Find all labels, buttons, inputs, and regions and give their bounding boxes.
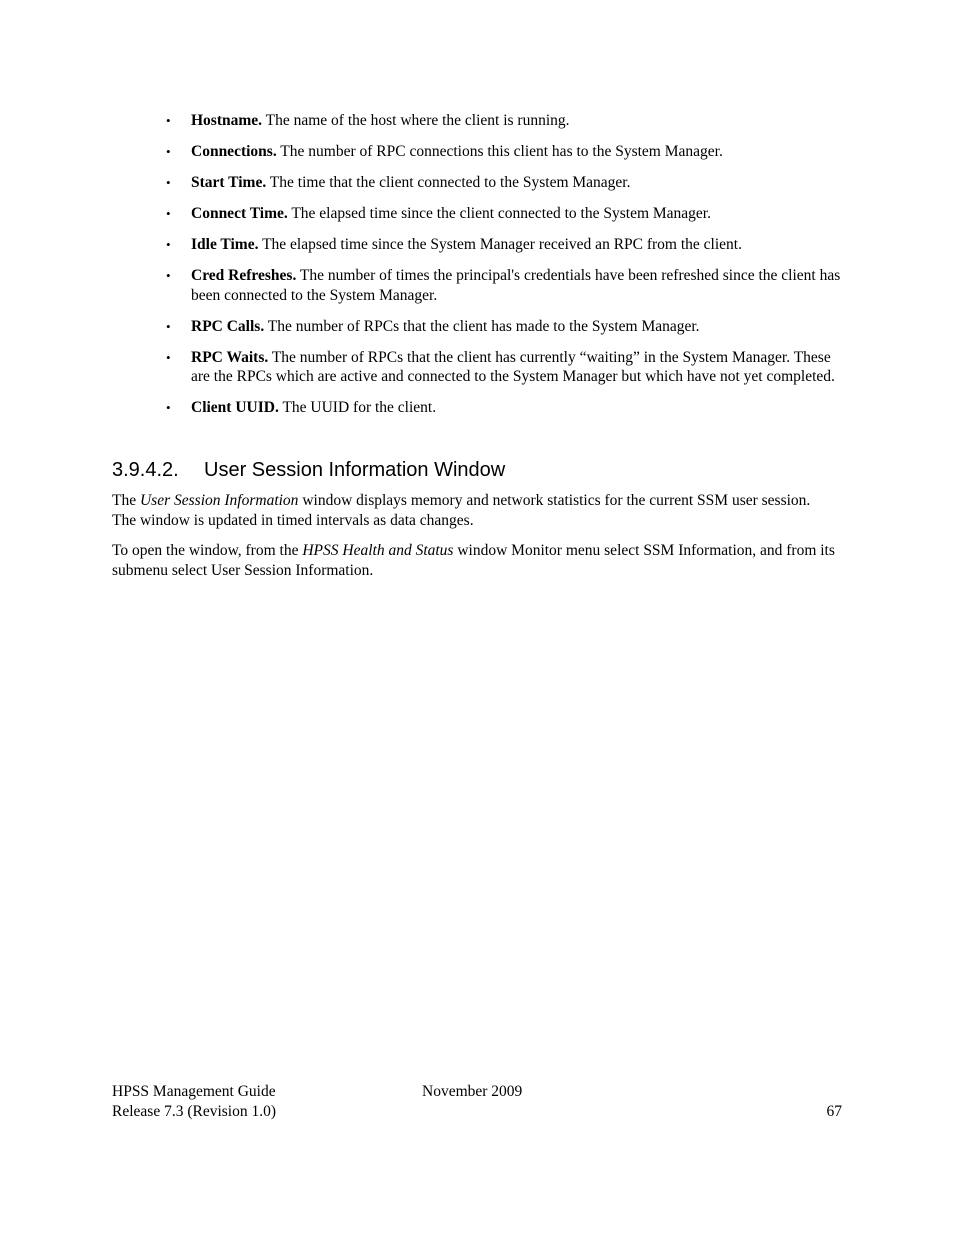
bullet-icon: •: [166, 113, 171, 128]
description: The elapsed time since the client connected to the System Manager.: [287, 205, 711, 222]
bullet-icon: •: [166, 144, 171, 159]
text-run: window Monitor menu select SSM Information, and from its submenu select User Session Information.: [112, 542, 835, 579]
list-item: [166, 348, 846, 387]
text-run: The: [112, 492, 140, 509]
term: Connections.: [191, 143, 277, 160]
description: The UUID for the client.: [278, 399, 437, 416]
description: The time that the client connected to the System Manager.: [266, 174, 631, 191]
field-description-list: [166, 111, 846, 429]
description: The number of times the principal's credentials have been refreshed since the client has been connected to the System Manager.: [191, 267, 841, 304]
window-name: User Session Information: [139, 492, 299, 509]
list-item: [166, 173, 846, 193]
term: Cred Refreshes.: [191, 267, 297, 284]
text-run: To open the window, from the: [112, 542, 303, 559]
bullet-icon: •: [166, 237, 171, 252]
description: The name of the host where the client is running.: [262, 112, 570, 129]
bullet-icon: •: [166, 349, 171, 365]
term: RPC Waits.: [191, 348, 269, 366]
list-item: [166, 142, 846, 162]
list-item: [166, 317, 846, 337]
description: The number of RPC connections this client has to the System Manager.: [276, 143, 723, 160]
list-item: [166, 235, 846, 255]
description: The number of RPCs that the client has currently “waiting” in the System Manager. These are the RPCs which are active and connected to the System Manager but which have not yet completed.: [191, 348, 835, 385]
description: The number of RPCs that the client has made to the System Manager.: [264, 317, 700, 335]
list-item: [166, 266, 846, 305]
bullet-icon: •: [166, 318, 171, 334]
section-heading: [112, 457, 505, 483]
page-footer: [112, 1082, 842, 1122]
page-number: 67: [826, 1103, 842, 1120]
term: Idle Time.: [191, 236, 259, 253]
list-item: [166, 398, 846, 418]
bullet-icon: •: [166, 268, 171, 283]
bullet-icon: •: [166, 175, 171, 190]
footer-release: Release 7.3 (Revision 1.0): [112, 1103, 277, 1120]
term: Hostname.: [191, 112, 263, 129]
window-name: HPSS Health and Status: [302, 542, 454, 559]
term: Connect Time.: [191, 205, 288, 222]
description: The elapsed time since the System Manager received an RPC from the client.: [258, 236, 742, 253]
term: RPC Calls.: [191, 317, 265, 335]
footer-guide-title: HPSS Management Guide: [112, 1083, 276, 1100]
intro-paragraph: [112, 491, 837, 531]
bullet-icon: •: [166, 400, 171, 415]
list-item: [166, 111, 846, 131]
text-run: window displays memory and network statistics for the current SSM user session. The window is updated in timed intervals as data changes.: [112, 492, 811, 529]
section-number: 3.9.4.2.: [112, 459, 179, 481]
bullet-icon: •: [166, 206, 171, 221]
footer-date: November 2009: [422, 1083, 523, 1100]
term: Client UUID.: [191, 399, 279, 416]
term: Start Time.: [191, 174, 267, 191]
list-item: [166, 204, 846, 224]
section-title: User Session Information Window: [204, 459, 506, 481]
instructions-paragraph: [112, 541, 837, 581]
